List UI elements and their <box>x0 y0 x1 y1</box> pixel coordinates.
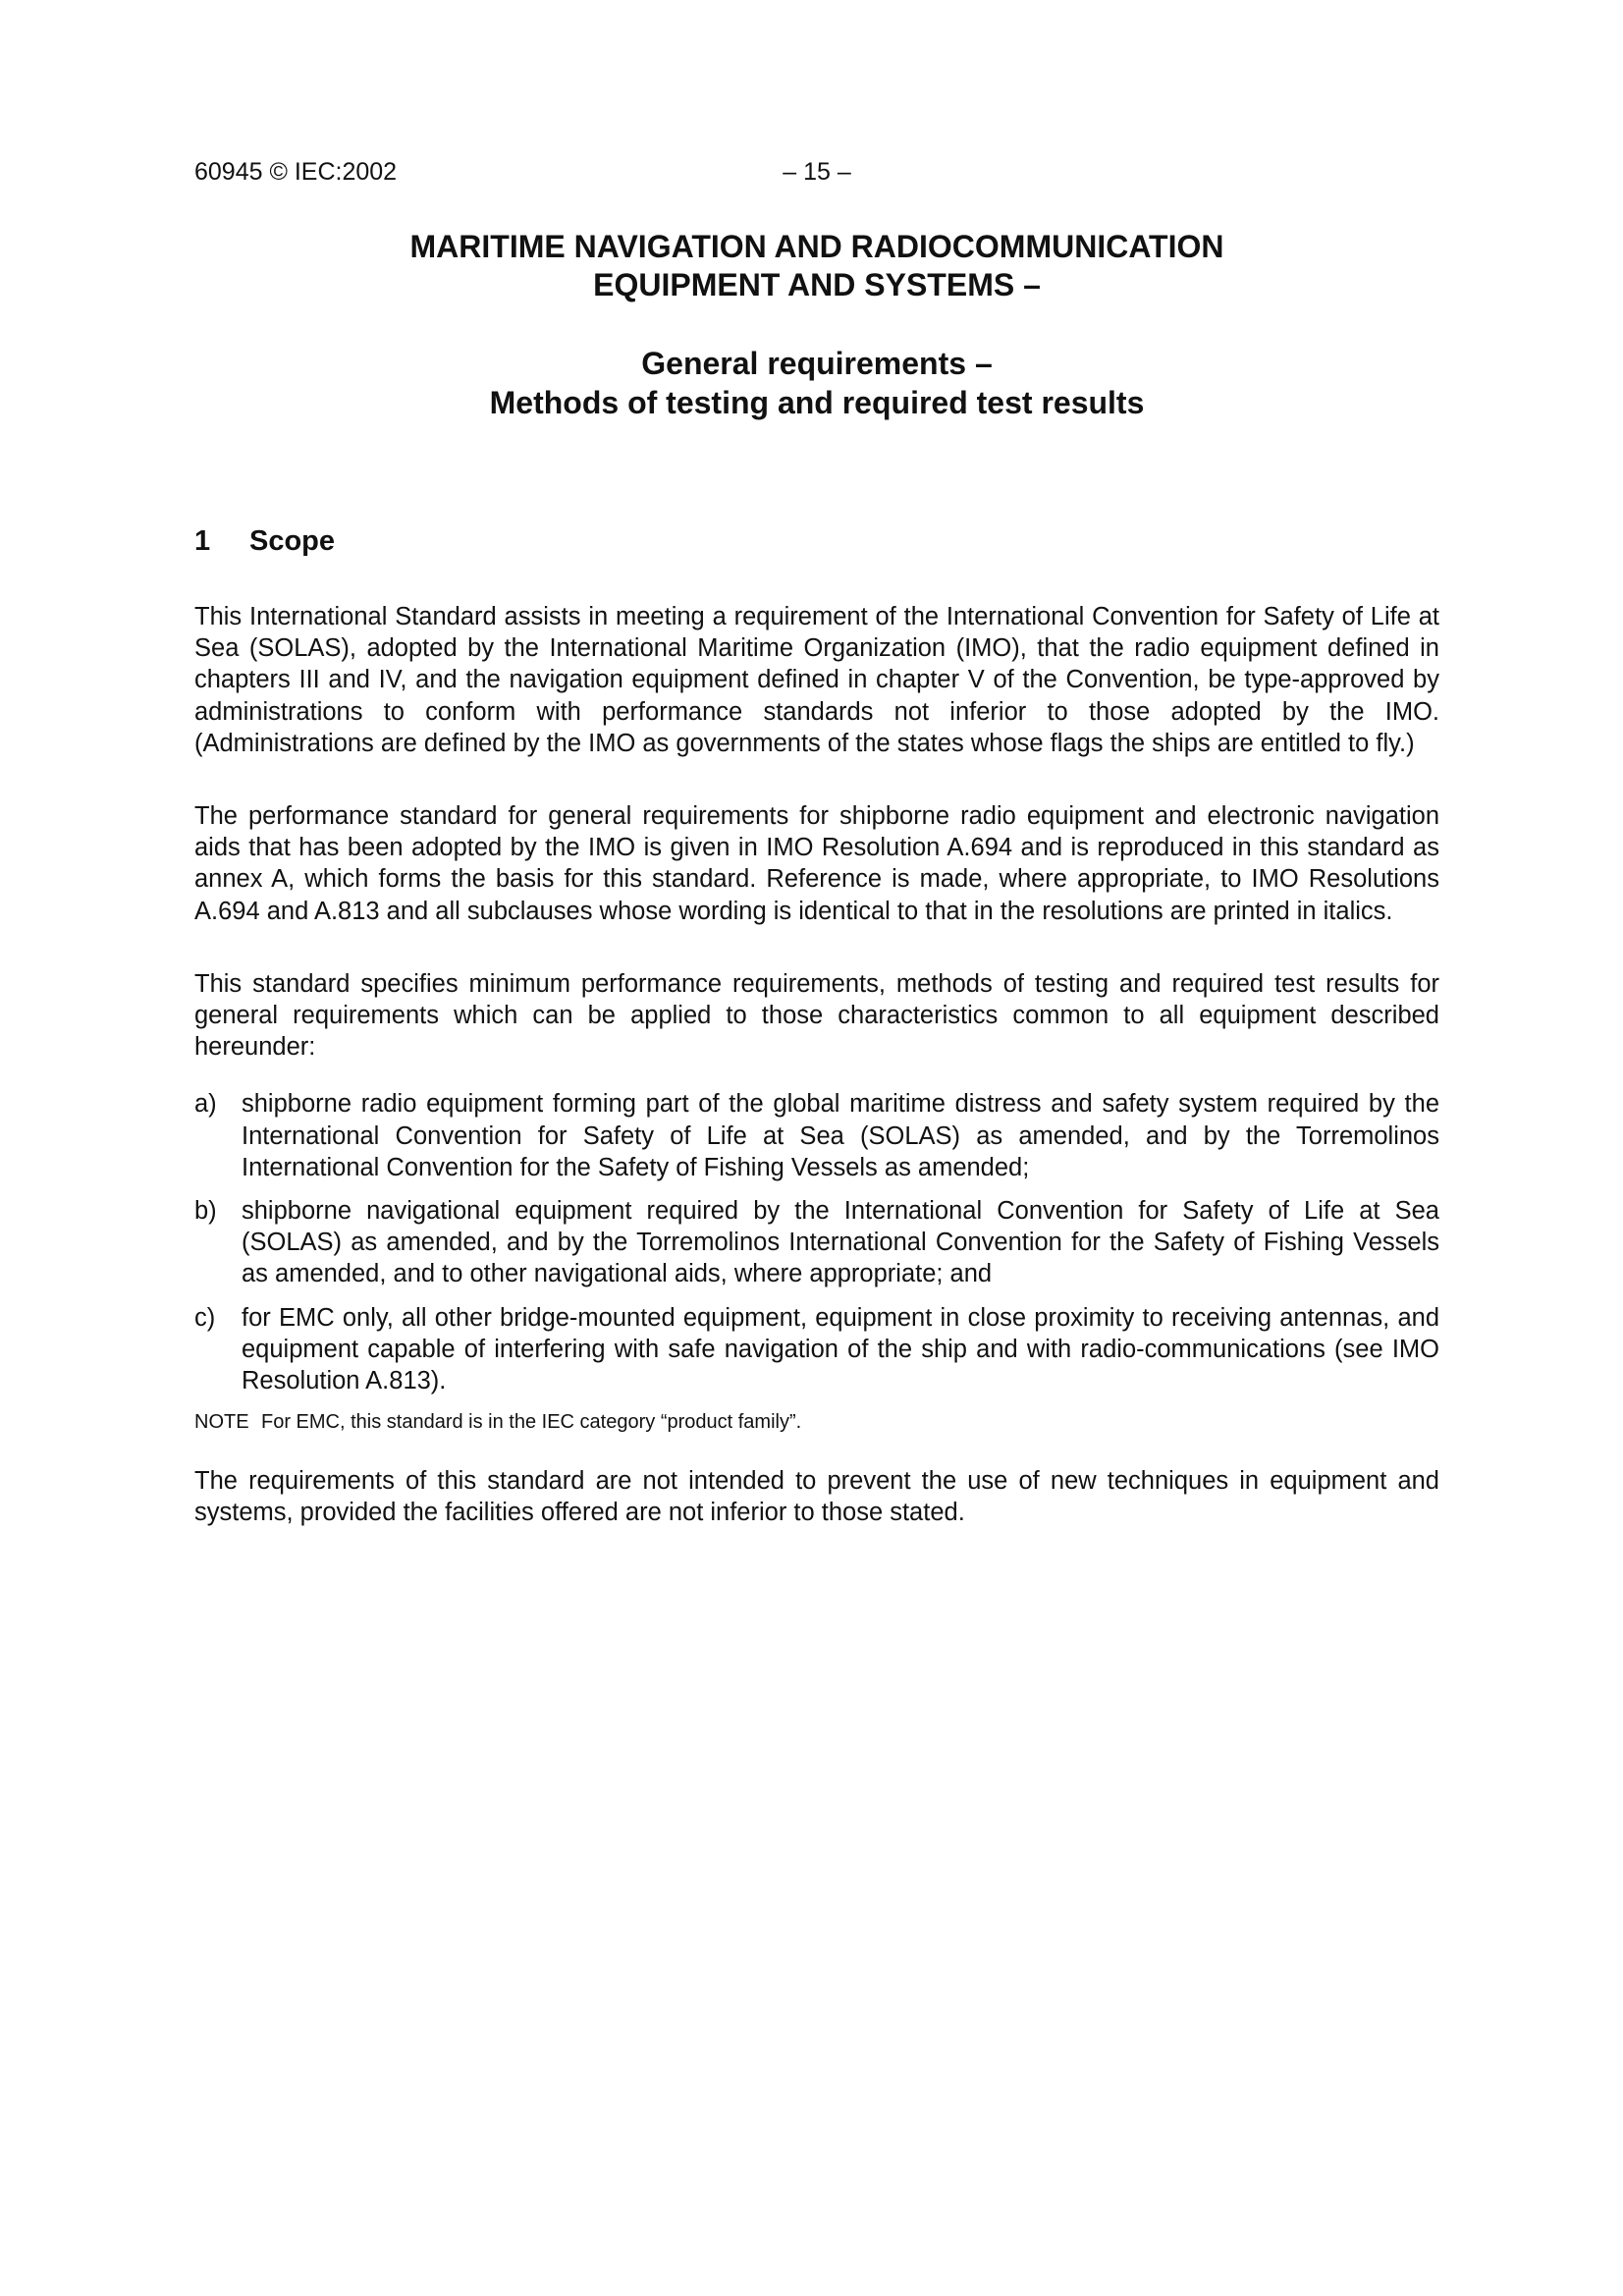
document-id: 60945 © IEC:2002 <box>194 158 398 186</box>
title-line-2: EQUIPMENT AND SYSTEMS – <box>593 267 1041 302</box>
document-body <box>194 601 1439 1570</box>
note-label: NOTE <box>194 1411 249 1434</box>
paragraph-1: This International Standard assists in meeting a requirement of the International Convention for Safety of Life at Sea (SOLAS), adopted by the International Maritime Organization (IMO), that the radio equipment defined in chapters III and IV, and the navigation equipment defined in chapter V of the Convention, be type-approved by administrations to conform with performance standards not inferior to those adopted by the IMO. (Administrations are defined by the IMO as governments of the states whose flags the ships are entitled to fly.) <box>194 603 1439 757</box>
section-heading-scope <box>194 523 335 559</box>
list-marker: c) <box>194 1303 216 1332</box>
list-item <box>194 1302 1439 1397</box>
document-title <box>194 228 1439 304</box>
list-marker: a) <box>194 1090 217 1119</box>
equipment-list <box>194 1088 1439 1396</box>
note <box>194 1408 1439 1436</box>
list-item <box>194 1088 1439 1183</box>
section-title: Scope <box>249 525 336 557</box>
subtitle-line-1: General requirements – <box>641 346 993 381</box>
list-item-text: for EMC only, all other bridge-mounted equipment, equipment in close proximity to receiving antennas, and equipment capable of interfering with safe navigation of the ship and with radio-communications (see IMO Resolution A.813). <box>242 1303 1439 1395</box>
list-item-text: shipborne navigational equipment required by the International Convention for Safety of Life at Sea (SOLAS) as amended, and by the Torremolinos International Convention for the Safety of Fishing Vessels as amended, and to other navigational aids, where appropriate; and <box>242 1197 1439 1288</box>
page-header <box>194 155 1439 194</box>
subtitle-line-2: Methods of testing and required test results <box>489 385 1145 420</box>
section-number: 1 <box>194 525 211 557</box>
note-text: For EMC, this standard is in the IEC category “product family”. <box>261 1411 802 1434</box>
document-subtitle <box>194 344 1439 422</box>
page-number: – 15 – <box>783 158 851 186</box>
list-marker: b) <box>194 1197 217 1226</box>
paragraph-3: This standard specifies minimum performance requirements, methods of testing and required test results for general requirements which can be applied to those characteristics common to all equipment described hereunder: <box>194 969 1439 1062</box>
closing-paragraph: The requirements of this standard are not intended to prevent the use of new techniques in equipment and systems, provided the facilities offered are not inferior to those stated. <box>194 1467 1439 1527</box>
list-item-text: shipborne radio equipment forming part of the global maritime distress and safety system required by the International Convention for Safety of Life at Sea (SOLAS) as amended, and by the Torremolinos International Convention for the Safety of Fishing Vessels as amended; <box>242 1090 1439 1181</box>
list-item <box>194 1195 1439 1290</box>
paragraph-2: The performance standard for general requirements for shipborne radio equipment and electronic navigation aids that has been adopted by the IMO is given in IMO Resolution A.694 and is reproduced in this standard as annex A, which forms the basis for this standard. Reference is made, where appropriate, to IMO Resolutions A.694 and A.813 and all subclauses whose wording is identical to that in the resolutions are printed in italics. <box>194 802 1439 925</box>
title-line-1: MARITIME NAVIGATION AND RADIOCOMMUNICATION <box>409 229 1224 264</box>
